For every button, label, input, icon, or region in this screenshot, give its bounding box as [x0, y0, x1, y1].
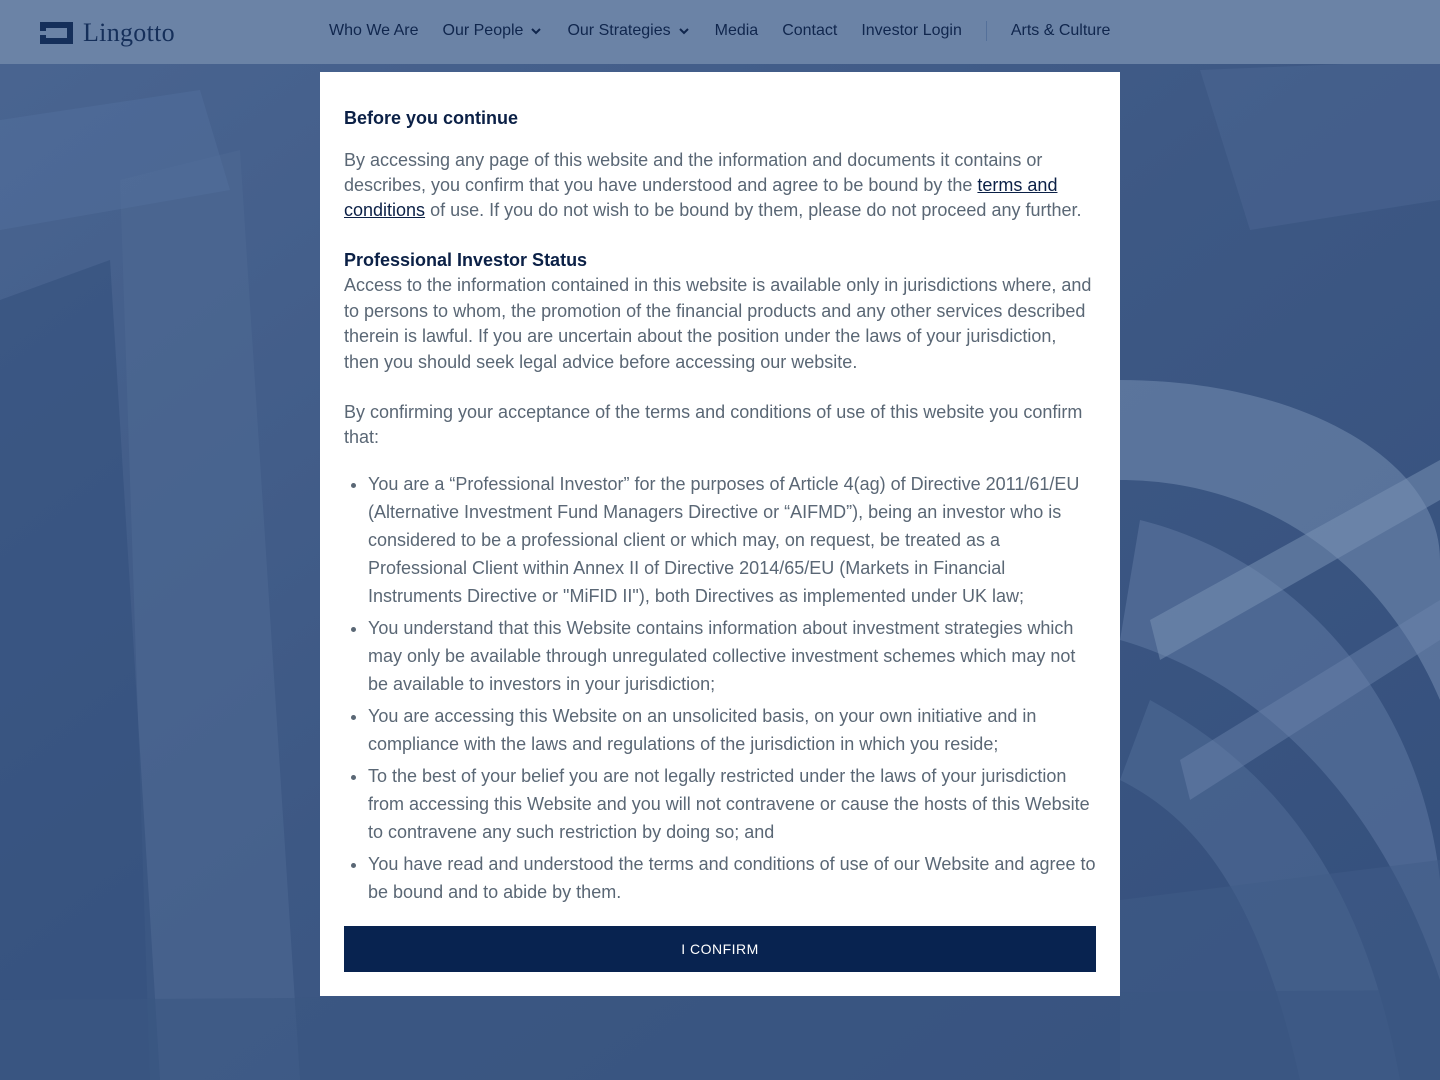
- chevron-down-icon: [677, 24, 691, 38]
- nav-item-arts-culture[interactable]: [999, 22, 1123, 40]
- list-item: • You understand that this Website contains information about investment strategies which may only be available through unregulated collective investment schemes which may not be available to investors in your jurisdiction;: [368, 614, 1096, 698]
- list-item: • You are accessing this Website on an unsolicited basis, on your own initiative and in compliance with the laws and regulations of the jurisdiction in which you reside;: [368, 702, 1096, 758]
- confirmation-points-list: [344, 470, 1096, 906]
- status-paragraph: Access to the information contained in this website is available only in jurisdictions where, and to persons to whom, the promotion of the financial products and any other services described therein is lawful. If you are uncertain about the position under the laws of your jurisdiction, then you should seek legal advice before accessing our website.: [344, 275, 1092, 372]
- nav-item-label: Contact: [782, 22, 838, 39]
- intro-paragraph: [344, 148, 1096, 223]
- confirm-button[interactable]: I CONFIRM: [344, 926, 1096, 972]
- chevron-down-icon: [529, 24, 543, 38]
- intro-text-after: of use. If you do not wish to be bound by them, please do not proceed any further.: [425, 200, 1082, 220]
- disclaimer-modal: [320, 72, 1120, 996]
- status-heading: Professional Investor Status: [344, 250, 588, 270]
- nav-item-investor-login[interactable]: [849, 22, 974, 40]
- main-nav: [317, 0, 1122, 62]
- nav-item-label: Arts & Culture: [1010, 22, 1111, 39]
- nav-item-label: Media: [714, 22, 759, 39]
- nav-item-our-strategies[interactable]: [555, 22, 702, 40]
- nav-item-media[interactable]: [703, 22, 771, 40]
- lingotto-logo-icon: [40, 22, 73, 44]
- nav-item-label: Who We Are: [329, 22, 419, 39]
- logo-text: Lingotto: [83, 18, 175, 47]
- nav-item-label: Investor Login: [861, 22, 962, 39]
- nav-item-who-we-are[interactable]: [317, 22, 431, 40]
- site-header: [0, 0, 1440, 64]
- nav-item-label: Our People: [442, 22, 524, 39]
- nav-item-our-people[interactable]: [431, 22, 556, 40]
- intro-text-before: By accessing any page of this website and the information and documents it contains or describes, you confirm that you have understood and agree to be bound by the: [344, 150, 1043, 195]
- terms-and-conditions-link[interactable]: terms and conditions: [344, 175, 1058, 220]
- confirm-intro-paragraph: By confirming your acceptance of the terms and conditions of use of this website you confirm that:: [344, 402, 1083, 447]
- nav-divider: [986, 21, 987, 41]
- nav-item-contact[interactable]: [770, 22, 849, 40]
- logo[interactable]: [40, 19, 175, 47]
- list-item: • You are a “Professional Investor” for the purposes of Article 4(ag) of Directive 2011/61/EU (Alternative Investment Fund Managers Directive or “AIFMD”), being an investor who is considered to be a professional client or which may, on request, be treated as a Professional Client within Annex II of Directive 2014/65/EU (Markets in Financial Instruments Directive or "MiFID II"), both Directives as implemented under UK law;: [368, 470, 1096, 610]
- list-item: • To the best of your belief you are not legally restricted under the laws of your jurisdiction from accessing this Website and you will not contravene or cause the hosts of this Website to contravene any such restriction by doing so; and: [368, 762, 1096, 846]
- modal-title: Before you continue: [344, 108, 519, 128]
- list-item: • You have read and understood the terms and conditions of use of our Website and agree to be bound and to abide by them.: [368, 850, 1096, 906]
- nav-item-label: Our Strategies: [567, 22, 671, 39]
